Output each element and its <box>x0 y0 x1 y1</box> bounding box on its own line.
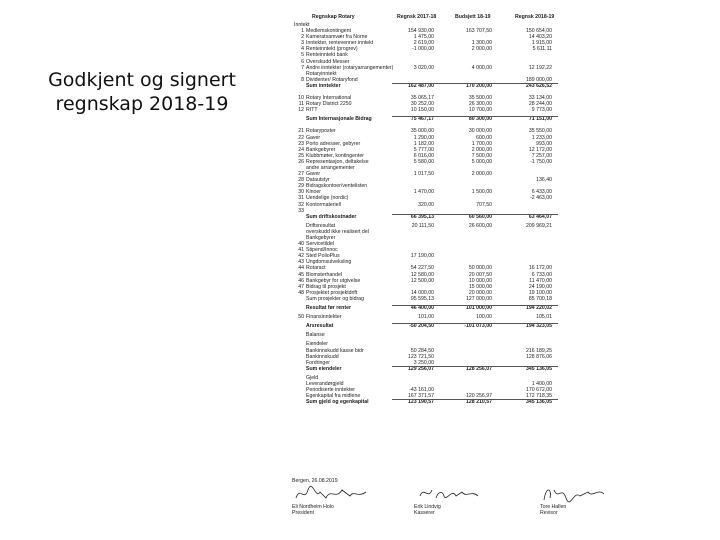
row-v2: 26 600,00 <box>468 222 492 229</box>
row-num: 22 <box>298 134 304 141</box>
row-v1: 35 000,00 <box>410 128 434 135</box>
row-v3: 136,40 <box>536 177 552 184</box>
row-v3: 150 654,00 <box>526 28 552 35</box>
row-label: Datautstyr <box>306 177 330 184</box>
row-label: Bidrag til prosjekt <box>306 283 346 290</box>
project-rows <box>282 241 558 302</box>
row-v2: 35 500,00 <box>468 95 492 102</box>
row-num: 32 <box>298 201 304 208</box>
row-label: Leverandørgjeld <box>306 380 344 387</box>
row-v2: 2 000,00 <box>471 171 492 178</box>
row-v1: 12 500,00 <box>410 277 434 284</box>
signature-auditor <box>540 478 610 522</box>
row-v3: 216 189,25 <box>526 347 552 354</box>
row-v2: 4 000,00 <box>471 64 492 71</box>
row-label: Prosjektet prosjektdrift <box>306 289 358 296</box>
header-col1: Regnsk 2017-18 <box>397 14 437 20</box>
row-v3: 28 244,00 <box>528 101 552 108</box>
row-v1: 167 371,57 <box>408 393 434 400</box>
result-rows <box>282 223 558 241</box>
header-col2: Budsjett 18-19 <box>455 14 491 20</box>
finance-rows <box>282 314 558 320</box>
row-v2: 2 000,00 <box>471 146 492 153</box>
row-label: Andre inntekter (rotaryarrangementer) <box>306 64 394 71</box>
row-num: 41 <box>298 247 304 254</box>
row-label: Bidragskontoer/ventelisten <box>306 183 368 190</box>
row-label: Rotaryposter <box>306 128 336 135</box>
row-v1: 20 111,50 <box>411 222 434 229</box>
signature-treasurer <box>414 478 494 522</box>
row-label: Gaver <box>306 134 321 141</box>
row-num: 4 <box>301 46 304 53</box>
statement-row <box>282 314 558 320</box>
row-v3: 1 400,00 <box>531 380 552 387</box>
statement-header <box>290 14 558 22</box>
row-num: 40 <box>298 241 304 248</box>
row-label: Fordringer <box>306 359 330 366</box>
row-label: overskudd ikke realisert del <box>306 228 369 235</box>
balance-heading: Balanse <box>306 332 325 339</box>
row-num: 28 <box>298 177 304 184</box>
row-v2: 127 000,00 <box>466 295 492 302</box>
signature-role: President <box>292 510 314 516</box>
row-v3: 35 550,00 <box>528 128 552 135</box>
row-v3: 170 672,00 <box>526 387 552 394</box>
row-label: andre arrangementer <box>306 164 355 171</box>
signature-date: Bergen, 26.08.2019 <box>292 478 338 484</box>
row-num: 10 <box>298 95 304 102</box>
signature-role: Kasserer <box>414 510 435 516</box>
row-label: RITT <box>306 107 318 114</box>
row-v3: 7 257,00 <box>531 152 552 159</box>
income-total-row: Sum inntekter 162 487,00 170 200,00 243 626,52 <box>282 83 558 89</box>
row-num: 31 <box>298 195 304 202</box>
row-label: Servicetildel <box>306 241 334 248</box>
row-label: Blomsterhandel <box>306 271 343 278</box>
row-label: Inntekter, rentevenner inntekt <box>306 40 374 47</box>
liabilities-heading: Gjeld <box>306 374 319 381</box>
row-num: 33 <box>298 207 304 214</box>
row-v3: 16 172,00 <box>528 265 552 272</box>
row-num: 23 <box>298 140 304 147</box>
row-num: 48 <box>298 289 304 296</box>
row-v1: -43 161,00 <box>409 387 434 394</box>
row-v1: 101,00 <box>418 314 434 321</box>
row-num: 5 <box>301 52 304 59</box>
row-v2: 20 007,50 <box>468 271 492 278</box>
expense-total-row: Sum driftskostnader 66 395,13 60 560,00 63 464,07 <box>282 214 558 220</box>
row-v2: 50 000,00 <box>468 265 492 272</box>
financial-statement-document <box>282 14 567 530</box>
row-v3: 14 403,20 <box>528 34 552 41</box>
row-v1: 5 580,00 <box>413 158 434 165</box>
slide-title: Godkjent og signert regnskap 2018-19 <box>48 69 236 115</box>
row-label: Dividenter/ Rotaryfond <box>306 76 358 83</box>
row-v1: 12 580,00 <box>410 271 434 278</box>
row-v3: 1 233,00 <box>531 134 552 141</box>
row-label: Bankgebyrer <box>306 235 336 241</box>
signature-scribble-treasurer <box>414 484 494 504</box>
row-v1: -1 000,00 <box>412 46 434 53</box>
row-num: 50 <box>298 314 304 321</box>
row-label: Representasjon, deltakelse <box>306 158 369 165</box>
row-v1: 1 182,00 <box>413 140 434 147</box>
admin-total-row: Sum Internasjonale Bidrag 75 467,17 80 300,00 71 151,00 <box>282 116 558 122</box>
statement-row <box>282 296 558 302</box>
row-v2: 26 300,00 <box>468 101 492 108</box>
row-v3: 1 915,00 <box>531 40 552 47</box>
row-num: 1 <box>301 28 304 35</box>
row-label: Sum prosjekter og bidrag <box>306 295 364 302</box>
row-label: Kontormateriell <box>306 201 341 208</box>
row-v3: 19 100,00 <box>528 289 552 296</box>
signature-scribble-auditor <box>540 484 610 504</box>
row-label: Egenkapital fra midlene <box>306 393 361 400</box>
row-v3: -2 463,00 <box>530 195 552 202</box>
row-v1: 10 150,00 <box>410 107 434 114</box>
row-v1: 3 020,00 <box>413 64 434 71</box>
row-label: Gaver <box>306 171 321 178</box>
row-label: Bankgebyrer <box>306 146 336 153</box>
row-num: 44 <box>298 265 304 272</box>
row-v1: 1 475,00 <box>413 34 434 41</box>
row-v3: 33 134,00 <box>528 95 552 102</box>
annual-result-row: Årsresultat -50 204,50 -101 073,00 194 323,05 <box>282 323 558 329</box>
row-label: Periodiserte inntekter <box>306 387 356 394</box>
row-v2: 100,00 <box>476 314 492 321</box>
row-v1: 17 190,00 <box>410 253 434 260</box>
row-v2: 30 000,00 <box>468 128 492 135</box>
row-v3: 189 000,00 <box>526 76 552 83</box>
row-v2: 1 500,00 <box>471 189 492 196</box>
row-num: 11 <box>298 101 304 108</box>
row-v2: 163 707,50 <box>466 28 492 35</box>
row-v1: 3 250,00 <box>413 359 434 366</box>
row-num: 24 <box>298 146 304 153</box>
row-v3: -1 750,00 <box>530 158 552 165</box>
row-v1: 30 252,00 <box>410 101 434 108</box>
row-v1: 1 290,00 <box>413 134 434 141</box>
header-col3: Regnsk 2018-19 <box>515 14 555 20</box>
row-num: 26 <box>298 158 304 165</box>
row-label: Uendelige (nordic) <box>306 195 349 202</box>
row-v3: 6 433,00 <box>531 189 552 196</box>
row-v2: 1 300,00 <box>471 40 492 47</box>
row-v3: 5 611,11 <box>532 46 552 53</box>
row-v2: 600,00 <box>476 134 492 141</box>
income-rows <box>282 28 558 83</box>
row-v3: 9 773,00 <box>531 107 552 114</box>
row-v1: 35 065,17 <box>410 95 434 102</box>
row-v1: 154 930,00 <box>408 28 434 35</box>
row-num: 6 <box>301 58 304 65</box>
row-label: Kameratsamvær fra Norne <box>306 34 368 41</box>
row-v3: 12 172,00 <box>528 146 552 153</box>
row-v1: 6 016,00 <box>413 152 434 159</box>
header-label: Regnskap Rotary <box>312 14 355 20</box>
row-v1: 2 619,00 <box>413 40 434 47</box>
row-v1: 1 017,50 <box>413 171 434 178</box>
row-num: 27 <box>298 171 304 178</box>
signature-role: Revisor <box>540 510 558 516</box>
row-num: 25 <box>298 152 304 159</box>
liability-total-row: Sum gjeld og egenkapital 123 190,57 128 210,57 345 136,05 <box>282 399 558 405</box>
row-label: Overskudd Messer <box>306 58 350 65</box>
statement-row <box>282 107 558 113</box>
expense-rows <box>282 128 558 213</box>
row-num: 2 <box>301 34 304 41</box>
row-label: Medlemskontingent <box>306 28 351 35</box>
row-v3: 209 969,21 <box>526 222 552 229</box>
row-label: Rotaract <box>306 265 326 272</box>
row-label: Klubbmøter, kontingenter <box>306 152 364 159</box>
row-num: 12 <box>298 107 304 114</box>
row-label: Ungdomsutveksling <box>306 259 352 266</box>
row-v2: 7 500,00 <box>471 152 492 159</box>
row-v3: 105,01 <box>536 314 552 321</box>
row-num: 43 <box>298 259 304 266</box>
row-v1: 14 000,00 <box>410 289 434 296</box>
row-label: Porto adresser, gebyrer <box>306 140 361 147</box>
signature-name: Tore Hallen <box>540 504 567 510</box>
row-v2: 15 000,00 <box>468 283 492 290</box>
row-v3: 12 192,22 <box>528 64 552 71</box>
liability-rows <box>282 381 558 399</box>
signature-president <box>292 478 372 522</box>
signature-name: Erik Lindvig <box>414 504 441 510</box>
row-v2: 10 700,00 <box>468 107 492 114</box>
row-num: 30 <box>298 189 304 196</box>
row-num: 47 <box>298 283 304 290</box>
row-v3: 128 876,06 <box>526 353 552 360</box>
row-v2: 2 000,00 <box>471 46 492 53</box>
row-label: Bankgebyr for utgivelse <box>306 277 361 284</box>
row-num: 7 <box>301 64 304 71</box>
row-v1: 95 595,13 <box>410 295 434 302</box>
row-v3: 172 718,35 <box>526 393 552 400</box>
section-heading-income: Inntekt <box>294 22 310 28</box>
row-label: Renteinntekt (progrev) <box>306 46 358 53</box>
row-v1: 123 721,50 <box>408 353 434 360</box>
signature-name: Eli Nordheim Holo <box>292 504 334 510</box>
row-v2: 10 000,00 <box>468 277 492 284</box>
row-v1: 5 777,00 <box>413 146 434 153</box>
row-v3: 85 700,18 <box>528 295 552 302</box>
row-v2: 120 256,97 <box>466 393 492 400</box>
row-num: 29 <box>298 183 304 190</box>
row-num: 46 <box>298 277 304 284</box>
row-label: Renteinntekt bank <box>306 52 348 59</box>
row-num: 21 <box>298 128 304 135</box>
row-v1: 1 470,00 <box>413 189 434 196</box>
row-num: 3 <box>301 40 304 47</box>
row-v1: 54 227,50 <box>410 265 434 272</box>
row-label: Bankinnskudd <box>306 353 339 360</box>
asset-total-row: Sum eiendeler 129 256,07 128 256,07 345 136,05 <box>282 366 558 372</box>
row-v3: 6 733,00 <box>531 271 552 278</box>
row-label: Rotary International <box>306 95 352 102</box>
row-num: 45 <box>298 271 304 278</box>
row-v2: 707,50 <box>476 201 492 208</box>
row-label: Rotaryinntekt <box>306 70 337 77</box>
row-v1: 320,00 <box>418 201 434 208</box>
row-label: Sted PolioPlus <box>306 253 340 260</box>
signature-scribble-president <box>292 484 372 504</box>
row-v2: 20 000,00 <box>468 289 492 296</box>
row-num: 8 <box>301 76 304 83</box>
assets-heading: Eiendeler <box>306 341 328 348</box>
row-label: Kinoer <box>306 189 321 196</box>
row-v2: 5 000,00 <box>471 158 492 165</box>
row-label: Bankinnskudd kasse bidr <box>306 347 364 354</box>
row-num: 42 <box>298 253 304 260</box>
row-v1: 50 284,50 <box>410 347 434 354</box>
admin-rows <box>282 95 558 113</box>
row-v3: 11 470,00 <box>529 277 552 284</box>
row-label: Finansinntekter <box>306 314 342 321</box>
asset-rows <box>282 348 558 366</box>
row-v2: 1 700,00 <box>471 140 492 147</box>
row-label: Stipend/Innoc <box>306 247 338 254</box>
row-label: Rotary District 2250 <box>306 101 352 108</box>
row-v3: 993,00 <box>536 140 552 147</box>
row-v3: 24 190,00 <box>528 283 552 290</box>
row-label: Driftsresultat <box>306 222 336 229</box>
project-total-row: Resultat før renter 46 400,00 101 000,00 194 220,02 <box>282 305 558 311</box>
